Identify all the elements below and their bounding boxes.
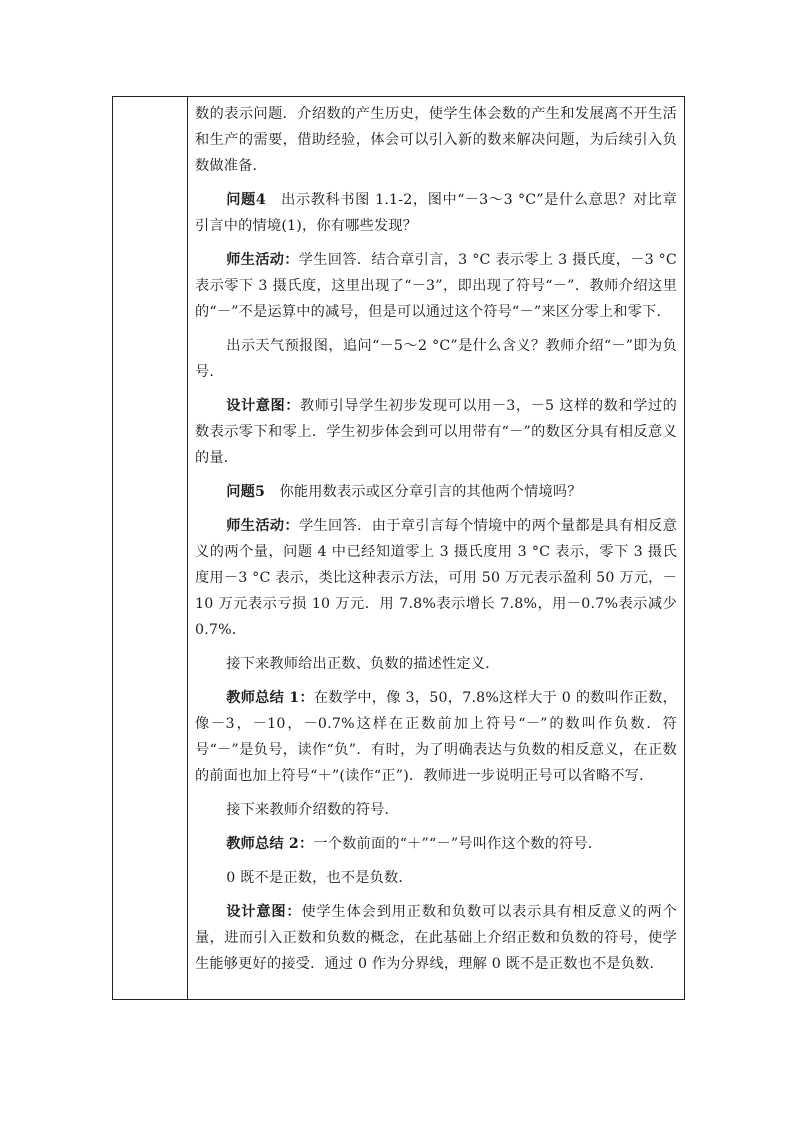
paragraph-label: 问题5 [226,484,266,500]
paragraph-text: 一个数前面的“＋”“－”号叫作这个数的符号． [313,836,603,852]
paragraph-activity-5 [195,513,677,643]
paragraph-transition-2 [195,797,677,823]
paragraph-question-5 [195,479,677,505]
paragraph-label: 设计意图： [226,904,302,920]
table-content-column [189,97,685,999]
paragraph-text: 数的表示问题．介绍数的产生历史，使学生体会数的产生和发展离不开生活和生产的需要，借助经验，体会可以引入新的数来解决问题，为后续引入负数做准备． [195,106,677,174]
paragraph-text: 学生回答．由于章引言每个情境中的两个量都是具有相反意义的两个量，问题 4 中已经知道零上 3 摄氏度用 3 °C 表示，零下 3 摄氏度用－3 °C 表示，类比这种表示方法，可用 50 万元表示盈利 50 万元，－10 万元表示亏损 10 万元．用 7.8%表示增长 7.8%，用－0.7%表示减少 0.7%． [195,518,677,638]
paragraph-label: 师生活动： [226,518,299,534]
paragraph-summary-2 [195,831,677,857]
paragraph-label: 教师总结 2： [226,836,314,852]
paragraph-transition-1 [195,651,677,677]
paragraph-text: 出示教科书图 1.1-2，图中“－3～3 °C”是什么意思？对比章引言中的情境(1)，你有哪些发现？ [195,192,677,234]
paragraph-intro [195,101,677,179]
paragraph-text: 在数学中，像 3，50，7.8%这样大于 0 的数叫作正数，像－3，－10，－0.7%这样在正数前加上符号“－”的数叫作负数．符号“－”是负号，读作“负”．有时，为了明确表达与负数的相反意义，在正数的前面也加上符号“＋”(读作“正”)．教师进一步说明正号可以省略不写． [195,690,677,784]
paragraph-text: 出示天气预报图，追问“－5～2 °C”是什么含义？教师介绍“－”即为负号． [195,338,677,380]
paragraph-text: 0 既不是正数，也不是负数． [226,870,413,886]
paragraph-question-4 [195,187,677,239]
paragraph-design-intent-1 [195,393,677,471]
table-left-column [113,97,188,999]
paragraph-text: 接下来教师介绍数的符号． [226,802,399,818]
paragraph-label: 问题4 [226,192,266,208]
paragraph-label: 设计意图： [226,398,301,414]
paragraph-text: 你能用数表示或区分章引言的其他两个情境吗？ [265,484,582,500]
paragraph-text: 使学生体会到用正数和负数可以表示具有相反意义的两个量，进而引入正数和负数的概念，在此基础上介绍正数和负数的符号，使学生能够更好的接受．通过 0 作为分界线，理解 0 既不是正数也不是负数． [195,904,677,972]
paragraph-weather [195,333,677,385]
paragraph-zero [195,865,677,891]
paragraph-activity-4 [195,247,677,325]
paragraph-text: 接下来教师给出正数、负数的描述性定义． [226,656,500,672]
paragraph-text: 学生回答．结合章引言，3 °C 表示零上 3 摄氏度，－3 °C 表示零下 3 摄氏度，这里出现了“－3”，即出现了符号“－”．教师介绍这里的“－”不是运算中的减号，但是可以通过这个符号“－”来区分零上和零下． [195,252,677,320]
paragraph-summary-1 [195,685,677,789]
paragraph-label: 师生活动： [226,252,299,268]
paragraph-design-intent-2 [195,899,677,977]
lesson-table [112,96,685,1000]
paragraph-text: 教师引导学生初步发现可以用－3，－5 这样的数和学过的数表示零下和零上．学生初步体会到可以用带有“－”的数区分具有相反意义的量． [195,398,677,466]
paragraph-label: 教师总结 1： [226,690,314,706]
